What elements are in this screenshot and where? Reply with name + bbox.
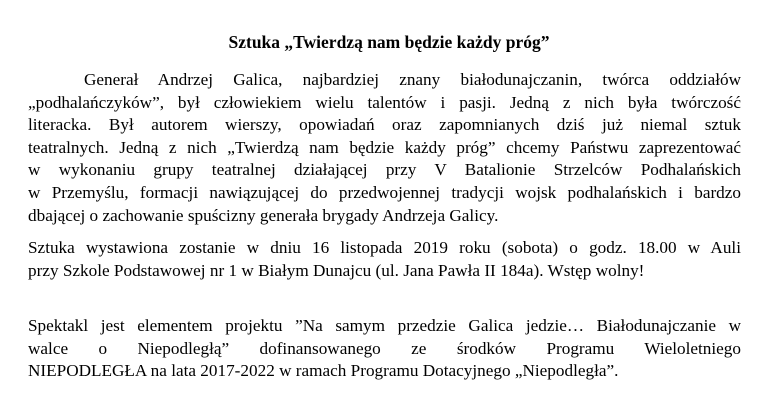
- paragraph-line: Sztuka wystawiona zostanie w dniu 16 listopada 2019 roku (sobota) o godz. 18.00 w Auli: [28, 238, 741, 257]
- paragraph-project-info: [28, 315, 741, 383]
- paragraph-line: w Przemyślu, formacji nawiązującej do przedwojennej tradycji wojsk podhalańskich i bardzo: [28, 182, 741, 202]
- paragraph-event-details: [28, 237, 741, 282]
- paragraph-line: teatralnych. Jedną z nich „Twierdzą nam będzie każdy próg” chcemy Państwu zaprezentować: [28, 137, 741, 157]
- paragraph-intro: [28, 69, 741, 227]
- paragraph-line: Generał Andrzej Galica, najbardziej znany białodunajczanin, twórca oddziałów: [84, 70, 741, 89]
- paragraph-line: walce o Niepodległą” dofinansowanego ze środków Programu Wieloletniego: [28, 338, 741, 358]
- paragraph-line: dbającej o zachowanie spuścizny generała brygady Andrzeja Galicy.: [28, 205, 499, 225]
- paragraph-line: Spektakl jest elementem projektu ”Na samym przedzie Galica jedzie… Białodunajczanie w: [28, 316, 741, 335]
- paragraph-line: „podhalańczyków”, był człowiekiem wielu talentów i pasji. Jedną z nich była twórczość: [28, 92, 741, 112]
- paragraph-line: NIEPODLEGŁA na lata 2017-2022 w ramach Programu Dotacyjnego „Niepodległa”.: [28, 361, 619, 381]
- paragraph-line: literacka. Był autorem wierszy, opowiadań oraz zapomnianych dziś już niemal sztuk: [28, 115, 741, 135]
- paragraph-line: przy Szkole Podstawowej nr 1 w Białym Dunajcu (ul. Jana Pawła II 184a). Wstęp wolny!: [28, 260, 645, 280]
- paragraph-line: w wykonaniu grupy teatralnej działającej przy V Batalionie Strzelców Podhalańskich: [28, 160, 741, 180]
- document-title: Sztuka „Twierdzą nam będzie każdy próg”: [228, 32, 550, 52]
